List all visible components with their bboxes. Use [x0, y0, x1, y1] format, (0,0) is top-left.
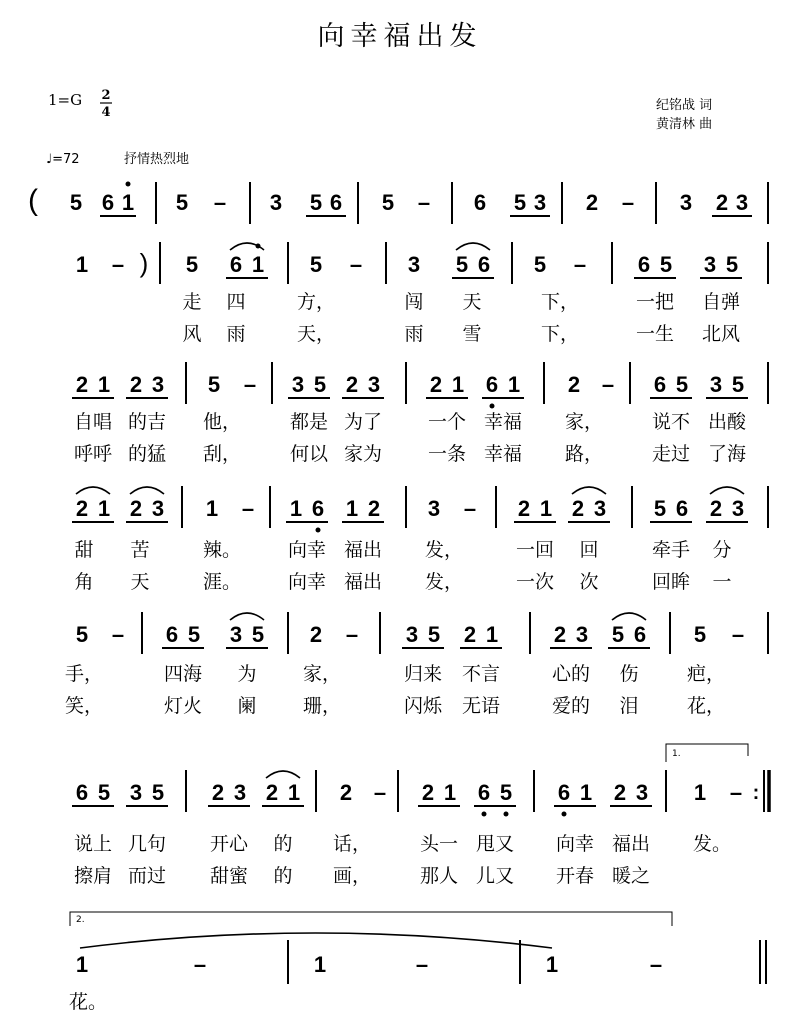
- lyric: 向幸: [287, 539, 327, 561]
- note: 1: [545, 952, 559, 977]
- note: 3: [367, 372, 381, 397]
- lyric: 发。: [692, 833, 732, 855]
- note: 2: [429, 372, 443, 397]
- staff-row-6: [69, 912, 766, 1013]
- note: 3: [575, 622, 589, 647]
- note: 5: [533, 252, 547, 277]
- lyric: 回眸: [651, 571, 691, 593]
- note: 2: [709, 496, 723, 521]
- note: 5: [313, 372, 327, 397]
- low-octave-dot: [490, 404, 495, 409]
- note: 5: [309, 252, 323, 277]
- lyric: 雪: [462, 323, 482, 345]
- lyric: 一条: [427, 443, 467, 465]
- note: 5: [725, 252, 739, 277]
- note: –: [345, 622, 359, 647]
- lyric: 闪烁: [403, 695, 443, 717]
- note: 1: [345, 496, 359, 521]
- lyric: 头一: [419, 833, 459, 855]
- note: 1: [97, 372, 111, 397]
- note: –: [213, 190, 227, 215]
- note: 2: [339, 780, 353, 805]
- slur: [76, 487, 110, 494]
- note: –: [621, 190, 635, 215]
- note: 3: [407, 252, 421, 277]
- note: 6: [557, 780, 571, 805]
- lyric: 甜: [74, 539, 94, 561]
- note: 2: [463, 622, 477, 647]
- note: 3: [151, 496, 165, 521]
- note: 1: [287, 780, 301, 805]
- note: 3: [533, 190, 547, 215]
- expression-marking: 抒情热烈地: [124, 152, 190, 167]
- note: 3: [709, 372, 723, 397]
- note: 6: [477, 252, 491, 277]
- lyric: 向幸: [555, 833, 595, 855]
- note: 6: [485, 372, 499, 397]
- volta-2-bracket: [70, 912, 672, 926]
- note: 1: [451, 372, 465, 397]
- note: 2: [129, 372, 143, 397]
- lyric: 牵手: [651, 539, 691, 561]
- note: 6: [75, 780, 89, 805]
- lyric: 下，: [540, 291, 580, 313]
- note: 5: [455, 252, 469, 277]
- lyric: 说不: [651, 411, 691, 433]
- lyric: 一: [712, 571, 732, 593]
- note: 3: [233, 780, 247, 805]
- note: 1: [313, 952, 327, 977]
- lyric: 雨: [404, 323, 424, 345]
- note: 1: [443, 780, 457, 805]
- lyric: 的: [273, 833, 293, 855]
- note: 6: [637, 252, 651, 277]
- note: 6: [101, 190, 115, 215]
- note: –: [601, 372, 615, 397]
- note: 2: [75, 372, 89, 397]
- note: 1: [579, 780, 593, 805]
- note: 5: [693, 622, 707, 647]
- note: 6: [675, 496, 689, 521]
- staff-row-3: [72, 486, 768, 593]
- lyric: 开春: [555, 865, 595, 887]
- lyric: 分: [712, 539, 732, 561]
- lyric: 几句: [127, 833, 167, 855]
- note: 3: [129, 780, 143, 805]
- lyric: 家，: [564, 411, 604, 433]
- note: –: [373, 780, 387, 805]
- composer-credit: 黄清林 曲: [656, 117, 713, 132]
- note: 3: [291, 372, 305, 397]
- lyric: 天: [130, 571, 150, 593]
- lyric: 发，: [424, 571, 464, 593]
- lyric: 风: [182, 323, 202, 345]
- note: –: [243, 372, 257, 397]
- note: 1: [507, 372, 521, 397]
- song-title: 向幸福出发: [317, 21, 483, 52]
- note: 3: [635, 780, 649, 805]
- lyric: 归来: [403, 663, 443, 685]
- lyric: 心的: [551, 663, 591, 685]
- lyric: 甩又: [475, 833, 515, 855]
- lyric: 话，: [332, 833, 372, 855]
- key-signature: 1=G: [48, 91, 83, 109]
- lyric: 不言: [461, 663, 501, 685]
- note: 2: [421, 780, 435, 805]
- note: 5: [185, 252, 199, 277]
- lyric: 何以: [289, 443, 329, 465]
- note: 1: [539, 496, 553, 521]
- lyric: 呼呼: [73, 443, 113, 465]
- lyric: 闯: [404, 291, 424, 313]
- lyric: 那人: [419, 865, 459, 887]
- note: 5: [659, 252, 673, 277]
- lyric: 爱的: [551, 695, 591, 717]
- note: 3: [405, 622, 419, 647]
- note: 5: [175, 190, 189, 215]
- note: 3: [593, 496, 607, 521]
- lyric: 一回: [515, 539, 555, 561]
- note: 6: [165, 622, 179, 647]
- lyric: 天: [462, 291, 482, 313]
- note: 3: [269, 190, 283, 215]
- note: –: [573, 252, 587, 277]
- note: –: [415, 952, 429, 977]
- note: –: [193, 952, 207, 977]
- note: 6: [329, 190, 343, 215]
- high-octave-dot: [126, 182, 131, 187]
- volta-2-label: 2.: [76, 915, 85, 925]
- slur: [612, 613, 646, 620]
- note: –: [349, 252, 363, 277]
- note: 5: [513, 190, 527, 215]
- lyric: 次: [579, 571, 599, 593]
- lyric: 擦肩: [73, 865, 113, 887]
- note: –: [111, 622, 125, 647]
- lyric: 方，: [296, 291, 336, 313]
- lyric: 说上: [73, 833, 113, 855]
- lyric: 笑，: [64, 695, 104, 717]
- note: 3: [735, 190, 749, 215]
- lyric: 雨: [226, 323, 246, 345]
- low-octave-dot: [504, 812, 509, 817]
- low-octave-dot: [316, 528, 321, 533]
- lyric: 家，: [302, 663, 342, 685]
- lyric: 为: [237, 663, 257, 685]
- lyric: 自唱: [73, 411, 113, 433]
- note: 5: [207, 372, 221, 397]
- note: 3: [229, 622, 243, 647]
- note: –: [463, 496, 477, 521]
- note: 5: [675, 372, 689, 397]
- lyric: 疤，: [686, 663, 726, 685]
- lyric: 开心: [209, 833, 249, 855]
- note: 1: [693, 780, 707, 805]
- lyric: 一生: [635, 323, 675, 345]
- lyric: 四: [226, 291, 246, 313]
- lyric: 的猛: [127, 443, 167, 465]
- note: 5: [381, 190, 395, 215]
- note: 5: [653, 496, 667, 521]
- note: 5: [151, 780, 165, 805]
- lyric: 而过: [127, 865, 167, 887]
- lyric: 一把: [635, 291, 675, 313]
- lyric: 画，: [332, 865, 372, 887]
- note: 6: [311, 496, 325, 521]
- lyric: 一次: [515, 571, 555, 593]
- note: ): [139, 248, 149, 278]
- slur: [266, 771, 300, 778]
- lyric: 甜蜜: [209, 865, 249, 887]
- staff-row-5: [72, 744, 769, 887]
- lyric: 家为: [343, 443, 383, 465]
- lyric: 暖之: [611, 865, 651, 887]
- note: 1: [289, 496, 303, 521]
- slur: [710, 487, 744, 494]
- note: (: [28, 184, 38, 217]
- lyric: 福出: [343, 571, 383, 593]
- lyric: 角: [74, 571, 94, 593]
- lyric: 了海: [707, 443, 747, 465]
- note: 2: [345, 372, 359, 397]
- lyric: 出酸: [707, 411, 747, 433]
- note: –: [241, 496, 255, 521]
- note: 3: [679, 190, 693, 215]
- lyric: 幸福: [483, 411, 523, 433]
- note: 6: [473, 190, 487, 215]
- lyric: 回: [579, 539, 599, 561]
- note: –: [729, 780, 743, 805]
- note: 2: [571, 496, 585, 521]
- lyric: 路，: [564, 443, 604, 465]
- note: 5: [309, 190, 323, 215]
- note: 2: [211, 780, 225, 805]
- time-sig-denominator: 4: [101, 105, 111, 120]
- lyric: 的: [273, 865, 293, 887]
- lyric: 走过: [651, 443, 691, 465]
- note: 6: [229, 252, 243, 277]
- lyric: 向幸: [287, 571, 327, 593]
- lyric: 的吉: [127, 411, 167, 433]
- note: 2: [517, 496, 531, 521]
- note: 5: [427, 622, 441, 647]
- lyric: 福出: [343, 539, 383, 561]
- lyric: 幸福: [483, 443, 523, 465]
- note: 2: [265, 780, 279, 805]
- lyricist-credit: 纪铭战 词: [656, 98, 713, 113]
- note: 2: [715, 190, 729, 215]
- note: 2: [309, 622, 323, 647]
- note: 1: [75, 952, 89, 977]
- lyric: 涯。: [202, 571, 242, 593]
- lyric: 无语: [461, 695, 501, 717]
- volta-1-label: 1.: [672, 749, 681, 759]
- slur: [456, 243, 490, 250]
- note: 6: [653, 372, 667, 397]
- note: 5: [97, 780, 111, 805]
- slur: [572, 487, 606, 494]
- lyric: 为了: [343, 411, 383, 433]
- note: 3: [703, 252, 717, 277]
- lyric: 儿又: [475, 865, 515, 887]
- note: 5: [499, 780, 513, 805]
- slur: [230, 613, 264, 620]
- low-octave-dot: [562, 812, 567, 817]
- lyric: 刮，: [202, 443, 242, 465]
- note: 5: [187, 622, 201, 647]
- staff-row-4: [65, 612, 768, 717]
- note: 1: [97, 496, 111, 521]
- staff-row-2: [72, 362, 768, 465]
- note: 3: [427, 496, 441, 521]
- note: 1: [205, 496, 219, 521]
- lyric: 都是: [289, 411, 329, 433]
- slur: [130, 487, 164, 494]
- note: –: [111, 252, 125, 277]
- note: 6: [633, 622, 647, 647]
- lyric: 花。: [68, 991, 108, 1013]
- lyric: 阑: [237, 695, 257, 717]
- lyric: 苦: [130, 539, 150, 561]
- note: 1: [121, 190, 135, 215]
- lyric: 珊，: [302, 695, 342, 717]
- staff-row-1: [76, 242, 768, 345]
- note: 2: [553, 622, 567, 647]
- note: –: [649, 952, 663, 977]
- note: 2: [129, 496, 143, 521]
- lyric: 北风: [701, 323, 741, 345]
- note: 2: [567, 372, 581, 397]
- lyric: 福出: [611, 833, 651, 855]
- lyric: 下，: [540, 323, 580, 345]
- note: 5: [251, 622, 265, 647]
- lyric: 手，: [64, 663, 104, 685]
- lyric: 四海: [163, 663, 203, 685]
- lyric: 走: [182, 291, 202, 313]
- lyric: 一个: [427, 411, 467, 433]
- low-octave-dot: [482, 812, 487, 817]
- tie: [80, 933, 552, 948]
- lyric: 辣。: [202, 539, 242, 561]
- time-sig-numerator: 2: [101, 88, 111, 103]
- lyric: 灯火: [163, 695, 203, 717]
- lyric: 伤: [619, 663, 639, 685]
- note: 2: [613, 780, 627, 805]
- note: 2: [367, 496, 381, 521]
- note: 5: [75, 622, 89, 647]
- note: –: [417, 190, 431, 215]
- lyric: 发，: [424, 539, 464, 561]
- note: 3: [151, 372, 165, 397]
- note: 1: [485, 622, 499, 647]
- lyric: 花，: [686, 695, 726, 717]
- note: 1: [75, 252, 89, 277]
- note: 5: [69, 190, 83, 215]
- lyric: 天，: [296, 323, 336, 345]
- note: 3: [731, 496, 745, 521]
- lyric: 自弹: [701, 291, 741, 313]
- lyric: 他，: [202, 411, 242, 433]
- note: 6: [477, 780, 491, 805]
- note: –: [731, 622, 745, 647]
- note: 5: [731, 372, 745, 397]
- repeat-sign: :: [752, 782, 760, 804]
- note: 2: [585, 190, 599, 215]
- tempo-marking: ♩=72: [46, 152, 80, 167]
- note: 1: [251, 252, 265, 277]
- lyric: 泪: [619, 695, 639, 717]
- staff-row-0: [28, 182, 768, 225]
- note: 5: [611, 622, 625, 647]
- note: 2: [75, 496, 89, 521]
